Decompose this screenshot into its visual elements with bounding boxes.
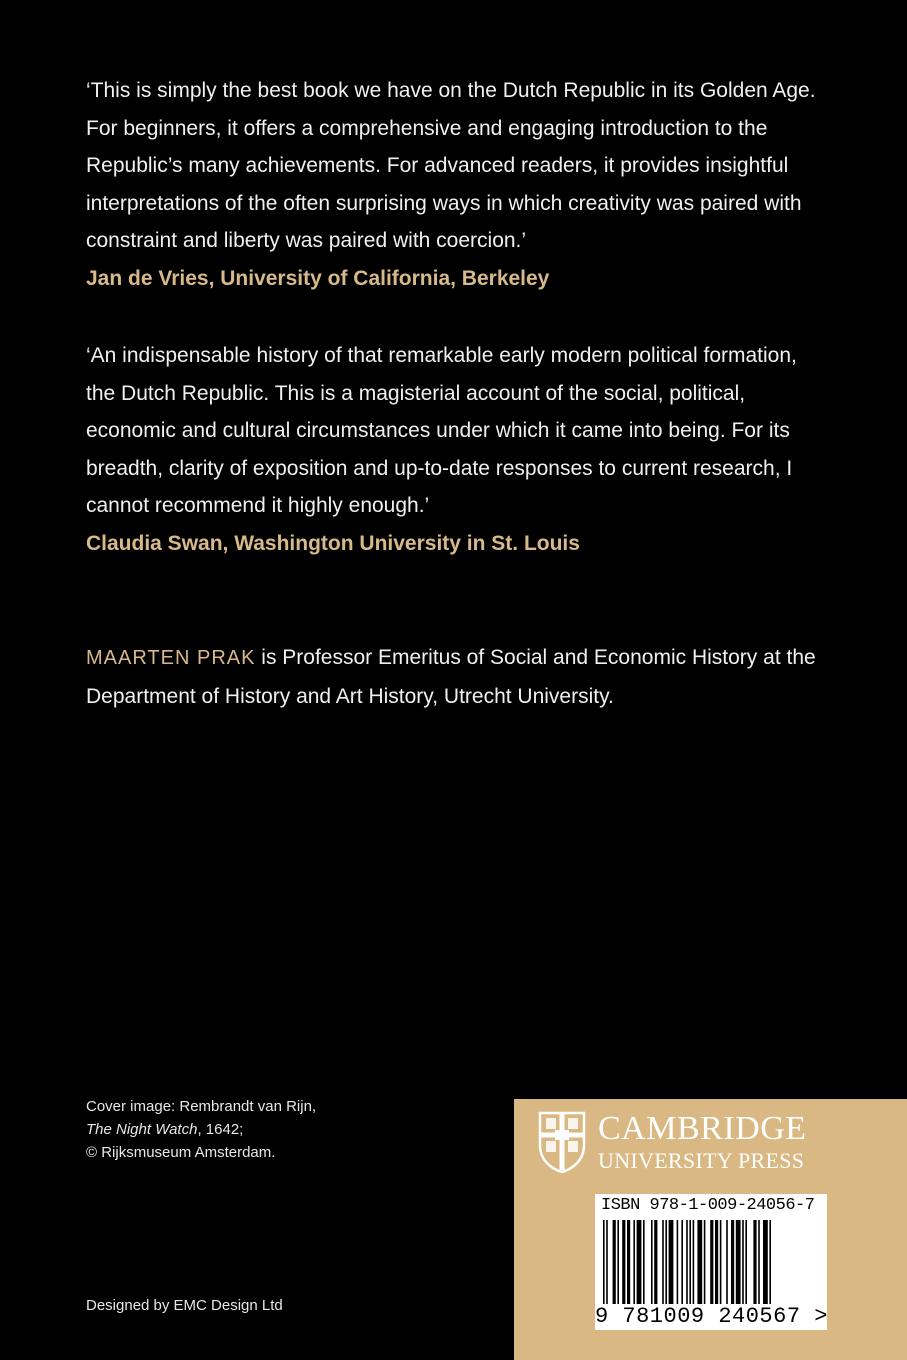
barcode-bar	[758, 1220, 760, 1304]
quote-1-attribution: Jan de Vries, University of California, Berkeley	[86, 266, 550, 290]
barcode-bar	[651, 1220, 653, 1304]
barcode-bar	[662, 1220, 664, 1304]
barcode-bar	[736, 1220, 741, 1304]
cover-credit	[86, 1095, 316, 1164]
publisher-name: CAMBRIDGE	[598, 1110, 807, 1147]
barcode-bar	[715, 1220, 718, 1304]
barcode-bar	[669, 1220, 674, 1304]
barcode-bar	[689, 1220, 691, 1304]
quote-2	[86, 337, 826, 563]
barcode-bar	[710, 1220, 713, 1304]
publisher-panel	[514, 1099, 907, 1360]
cover-credit-line3: © Rijksmuseum Amsterdam.	[86, 1144, 276, 1161]
barcode-bar	[731, 1220, 734, 1304]
barcode-bar	[637, 1220, 642, 1304]
barcode-bar	[617, 1220, 619, 1304]
barcode-bar	[763, 1220, 768, 1304]
barcode-bar	[686, 1220, 688, 1304]
quote-1-text: ‘This is simply the best book we have on the Dutch Republic in its Golden Age. For beginners, it offers a comprehensive and engaging introduction to the Republic’s many achievements. For advanced readers, it provides insightful interpretations of the often surprising ways in which creativity was paired with constraint and liberty was paired with coercion.’	[86, 79, 816, 253]
barcode-bar	[769, 1220, 771, 1304]
barcode-bars	[601, 1220, 821, 1306]
author-bio-text: is Professor Emeritus of Social and Economic History at the Department of History and Art History, Utrecht University.	[86, 646, 816, 708]
barcode-bar	[643, 1220, 645, 1304]
barcode-bar	[603, 1220, 605, 1304]
isbn-barcode	[595, 1194, 827, 1330]
barcode-bar	[613, 1220, 616, 1304]
cambridge-crest-icon	[538, 1111, 586, 1173]
barcode-bar	[753, 1220, 756, 1304]
barcode-bar	[704, 1220, 706, 1304]
barcode-bar	[665, 1220, 667, 1304]
barcode-bar	[606, 1220, 608, 1304]
barcode-bar	[627, 1220, 630, 1304]
quote-2-attribution: Claudia Swan, Washington University in St. Louis	[86, 531, 580, 555]
cover-credit-line2	[86, 1118, 316, 1141]
barcode-bar	[745, 1220, 747, 1304]
cover-artwork-title: The Night Watch	[86, 1121, 198, 1138]
barcode-bar	[633, 1220, 635, 1304]
barcode-bar	[726, 1220, 728, 1304]
barcode-bar	[681, 1220, 683, 1304]
barcode-bar	[720, 1220, 722, 1304]
barcode-bar	[742, 1220, 744, 1304]
quote-1	[86, 72, 826, 298]
isbn-label: ISBN 978-1-009-24056-7	[601, 1196, 815, 1215]
isbn-digits: 9 781009 240567 >	[595, 1304, 828, 1329]
barcode-bar	[677, 1220, 679, 1304]
barcode-bar	[697, 1220, 702, 1304]
author-bio	[86, 639, 846, 715]
publisher-subtitle: UNIVERSITY PRESS	[598, 1148, 805, 1173]
barcode-bar	[622, 1220, 625, 1304]
cover-credit-line1: Cover image: Rembrandt van Rijn,	[86, 1098, 317, 1115]
barcode-bar	[654, 1220, 657, 1304]
author-name: MAARTEN PRAK	[86, 647, 256, 669]
quote-2-text: ‘An indispensable history of that remarkable early modern political formation, the Dutch Republic. This is a magisterial account of the social, political, economic and cultural circumstances under which it came into being. For its breadth, clarity of exposition and up-to-date responses to current research, I cannot recommend it highly enough.’	[86, 344, 797, 518]
barcode-bar	[693, 1220, 695, 1304]
cover-artwork-year: , 1642;	[197, 1121, 244, 1138]
designer-credit: Designed by EMC Design Ltd	[86, 1297, 283, 1314]
